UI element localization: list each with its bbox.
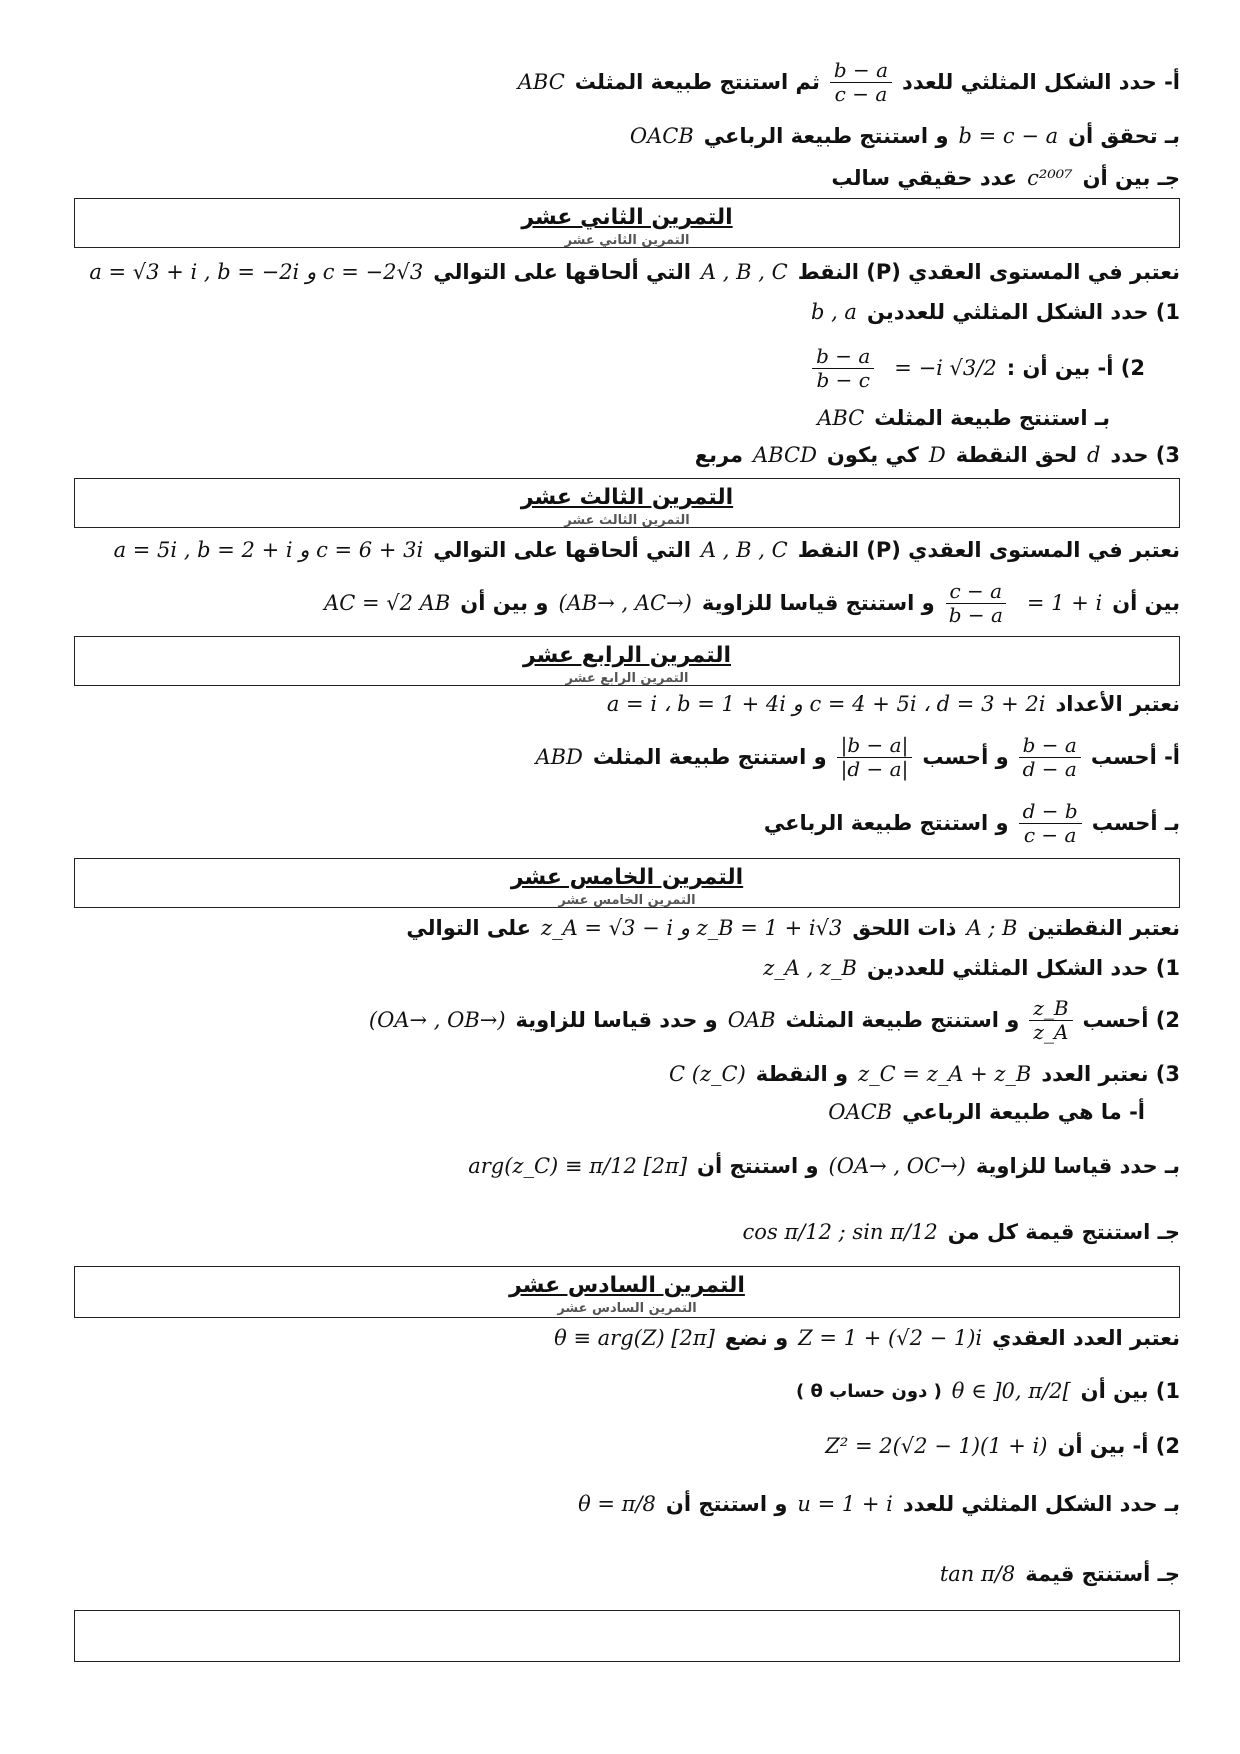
- top-line-1: [60, 56, 1180, 108]
- text: و استنتج قياسا للزاوية: [701, 591, 935, 615]
- math: tan π/8: [939, 1562, 1016, 1586]
- text: على التوالي: [406, 916, 532, 940]
- math: (OA→ , OB→): [368, 1008, 506, 1032]
- math: b , a: [810, 300, 857, 324]
- text: أ- حدد الشكل المثلثي للعدد: [902, 70, 1180, 94]
- math: OAB: [727, 1008, 776, 1032]
- exercise-16-header: [74, 1266, 1180, 1318]
- math: (AB→ , AC→): [558, 591, 692, 615]
- text: بـ حدد قياسا للزاوية: [975, 1154, 1180, 1178]
- exercise-title: التمرين الرابع عشر: [522, 643, 731, 668]
- text: نعتبر في المستوى العقدي (P) النقط: [797, 538, 1180, 562]
- fraction: $\frac{d - b}{c - a}$: [1019, 800, 1082, 847]
- text: لحق النقطة: [955, 443, 1077, 467]
- text: 2) أحسب: [1082, 1008, 1180, 1032]
- top-line-3: [60, 158, 1180, 198]
- text: بـ تحقق أن: [1068, 124, 1180, 148]
- math: ABC: [517, 70, 565, 94]
- math: c²⁰⁰⁷: [1027, 166, 1073, 190]
- math: ABD: [535, 745, 583, 769]
- math: θ ≡ arg(Z) [2π]: [554, 1326, 715, 1350]
- ex16-q1: [60, 1360, 1180, 1422]
- text: جـ بين أن: [1082, 166, 1180, 190]
- math: OACB: [629, 124, 694, 148]
- text: التي ألحاقها على التوالي: [433, 260, 691, 284]
- exercise-12-header: [74, 198, 1180, 248]
- math: = −i √3/2: [894, 356, 997, 380]
- fraction: $\frac{|b - a|}{|d - a|}$: [837, 734, 913, 781]
- ex14-qa: [60, 724, 1180, 790]
- text: 1) بين أن: [1080, 1379, 1180, 1403]
- exercise-15-header: [74, 858, 1180, 908]
- text: بـ استنتج طبيعة المثلث: [874, 406, 1110, 430]
- ex15-intro: [60, 908, 1180, 948]
- ex15-q3b: [60, 1134, 1180, 1198]
- exercise-title-shadow: التمرين الخامس عشر: [558, 893, 696, 908]
- math: arg(z_C) ≡ π/12 [2π]: [468, 1154, 688, 1178]
- text: و استنتج أن: [697, 1154, 819, 1178]
- exercise-title-shadow: التمرين الرابع عشر: [565, 671, 689, 686]
- math: A , B , C: [700, 260, 788, 284]
- exercise-title-shadow: التمرين السادس عشر: [557, 1301, 697, 1316]
- text: بين أن: [1112, 591, 1180, 615]
- fraction: $\frac{b - a}{c - a}$: [830, 59, 892, 106]
- exercise-13-header: [74, 478, 1180, 528]
- text: بـ حدد الشكل المثلثي للعدد: [902, 1492, 1180, 1516]
- exercise-title: التمرين الثالث عشر: [520, 485, 734, 510]
- text: جـ استنتج قيمة كل من: [947, 1220, 1180, 1244]
- ex15-q3: [60, 1054, 1180, 1094]
- text: التي ألحاقها على التوالي: [433, 538, 691, 562]
- ex12-q1: [60, 292, 1180, 332]
- math: b = c − a: [958, 124, 1059, 148]
- math: (OA→ , OC→): [828, 1154, 966, 1178]
- math: a = i ، b = 1 + 4i و c = 4 + 5i ، d = 3 + 2i: [606, 692, 1046, 716]
- top-line-2: [60, 116, 1180, 156]
- math: OACB: [828, 1100, 893, 1124]
- text: و استنتج أن: [665, 1492, 788, 1516]
- text: ذات اللحق: [852, 916, 957, 940]
- text: و نضع: [724, 1326, 789, 1350]
- ex12-intro: [60, 252, 1180, 292]
- math: a = √3 + i , b = −2i و c = −2√3: [89, 260, 424, 284]
- text: نعتبر في المستوى العقدي (P) النقط: [797, 260, 1180, 284]
- math: z_A = √3 − i و z_B = 1 + i√3: [541, 916, 843, 940]
- exercise-title-shadow: التمرين الثاني عشر: [564, 233, 690, 248]
- fraction: $\frac{z\_B}{z\_A}$: [1029, 997, 1072, 1044]
- fraction: $\frac{c - a}{b - a}$: [945, 580, 1007, 627]
- ex13-q: [60, 570, 1180, 636]
- ex15-q2: [60, 988, 1180, 1052]
- text: و استنتج طبيعة المثلث: [592, 745, 827, 769]
- math: ABC: [817, 406, 865, 430]
- math: A , B , C: [700, 538, 788, 562]
- ex12-q2a: [60, 336, 1145, 400]
- text: عدد حقيقي سالب: [831, 166, 1018, 190]
- text: و استنتج طبيعة الرباعي: [763, 811, 1009, 835]
- text: أ- ما هي طبيعة الرباعي: [902, 1100, 1145, 1124]
- text: مربع: [694, 443, 744, 467]
- text: و أحسب: [922, 745, 1009, 769]
- text: و بين أن: [460, 591, 549, 615]
- math: cos π/12 ; sin π/12: [742, 1220, 938, 1244]
- math: A ; B: [966, 916, 1018, 940]
- text: و حدد قياسا للزاوية: [515, 1008, 718, 1032]
- text: و استنتج طبيعة الرباعي: [703, 124, 949, 148]
- text: و استنتج طبيعة المثلث: [785, 1008, 1020, 1032]
- math: z_A , z_B: [763, 956, 857, 980]
- text: 1) حدد الشكل المثلثي للعددين: [866, 956, 1180, 980]
- text: ( دون حساب θ ): [795, 1380, 942, 1402]
- exercise-title: التمرين الثاني عشر: [521, 205, 733, 230]
- text: 2) أ- بين أن: [1057, 1434, 1180, 1458]
- math: θ = π/8: [578, 1492, 656, 1516]
- math: u = 1 + i: [797, 1492, 893, 1516]
- ex16-q2c: [60, 1542, 1180, 1606]
- ex16-q2a: [60, 1424, 1180, 1468]
- text: 3) نعتبر العدد: [1041, 1062, 1180, 1086]
- math: d: [1086, 443, 1101, 467]
- math: AC = √2 AB: [324, 591, 451, 615]
- math: Z = 1 + (√2 − 1)i: [798, 1326, 983, 1350]
- text: 2) أ- بين أن :: [1006, 356, 1145, 380]
- math: Z² = 2(√2 − 1)(1 + i): [825, 1434, 1048, 1458]
- exercise-title: التمرين الخامس عشر: [510, 865, 744, 890]
- ex15-q3c: [60, 1200, 1180, 1264]
- exercise-title-shadow: التمرين الثالث عشر: [564, 513, 690, 528]
- math: = 1 + i: [1026, 591, 1103, 615]
- ex15-q1: [60, 948, 1180, 988]
- text: و النقطة: [755, 1062, 849, 1086]
- math: a = 5i , b = 2 + i و c = 6 + 3i: [113, 538, 424, 562]
- ex14-qb: [60, 790, 1180, 856]
- ex12-q2b: [60, 400, 1110, 436]
- text: 3) حدد: [1110, 443, 1180, 467]
- empty-box: [74, 1610, 1180, 1662]
- ex14-intro: [60, 686, 1180, 722]
- math: ABCD: [753, 443, 817, 467]
- ex16-q2b: [60, 1472, 1180, 1536]
- text: كي يكون: [826, 443, 919, 467]
- text: جـ أستنتج قيمة: [1025, 1562, 1180, 1586]
- fraction: $\frac{b - a}{d - a}$: [1019, 734, 1081, 781]
- math: z_C = z_A + z_B: [858, 1062, 1032, 1086]
- ex12-q3: [60, 436, 1180, 474]
- text: أ- أحسب: [1090, 745, 1180, 769]
- fraction: $\frac{b - a}{b - c}$: [812, 345, 874, 392]
- math: C (z_C): [669, 1062, 746, 1086]
- ex13-intro: [60, 530, 1180, 570]
- text: 1) حدد الشكل المثلثي للعددين: [866, 300, 1180, 324]
- exercise-title: التمرين السادس عشر: [509, 1273, 745, 1298]
- ex15-q3a: [60, 1094, 1145, 1130]
- text: نعتبر الأعداد: [1055, 692, 1180, 716]
- ex16-intro: [60, 1318, 1180, 1358]
- math: D: [928, 443, 946, 467]
- math: θ ∈ ]0, π/2[: [951, 1379, 1071, 1403]
- exercise-14-header: [74, 636, 1180, 686]
- text: نعتبر النقطتين: [1027, 916, 1180, 940]
- text: بـ أحسب: [1091, 811, 1180, 835]
- text: نعتبر العدد العقدي: [992, 1326, 1180, 1350]
- text: ثم استنتج طبيعة المثلث: [574, 70, 820, 94]
